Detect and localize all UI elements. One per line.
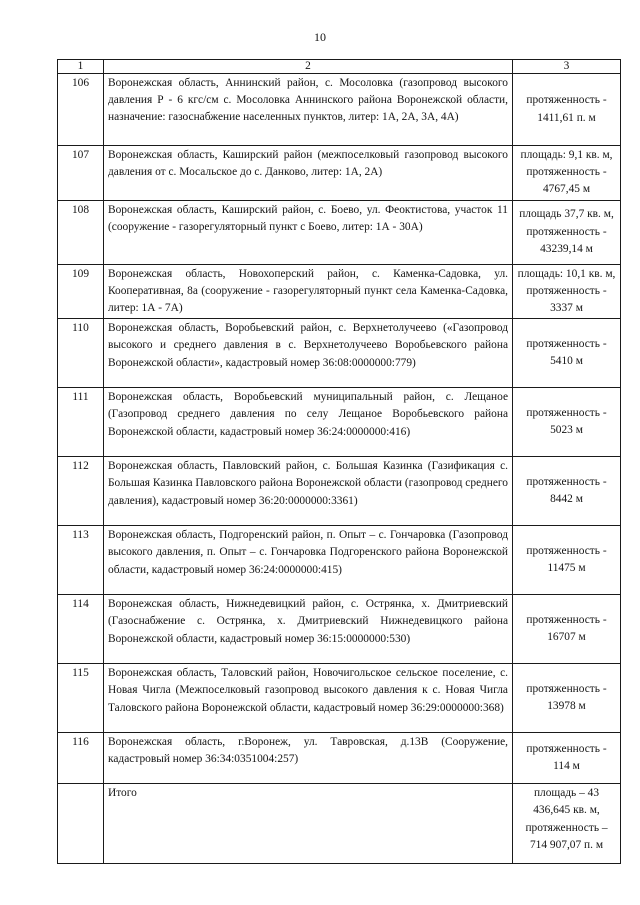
object-measure: протяженность - 1411,61 п. м — [513, 74, 621, 146]
object-description: Воронежская область, г.Воронеж, ул. Тавровская, д.13В (Сооружение, кадастровый номер 36:34:0351004:257) — [104, 733, 513, 784]
page-number: 10 — [314, 30, 326, 44]
table-row — [58, 457, 621, 526]
table-total-row — [58, 784, 621, 864]
object-measure: протяженность - 5410 м — [513, 319, 621, 388]
row-number: 110 — [58, 319, 104, 388]
total-value: площадь – 43 436,645 кв. м, протяженность – 714 907,07 п. м — [513, 784, 621, 864]
table-row — [58, 319, 621, 388]
table-row — [58, 595, 621, 664]
object-description: Воронежская область, Новохоперский район, с. Каменка-Садовка, ул. Кооперативная, 8а (сооружение - газорегуляторный пункт села Каменка-Садовка, литер: 1А - 7А) — [104, 264, 513, 319]
total-label: Итого — [104, 784, 513, 864]
table-row — [58, 733, 621, 784]
row-number: 109 — [58, 264, 104, 319]
object-description: Воронежская область, Нижнедевицкий район, с. Острянка, х. Дмитриевский (Газоснабжение с. Острянка, х. Дмитриевский Нижнедевицкого района Воронежской области, кадастровый номер 36:15:0000000:530) — [104, 595, 513, 664]
object-measure: площадь 37,7 кв. м, протяженность - 43239,14 м — [513, 200, 621, 264]
row-number: 108 — [58, 200, 104, 264]
row-number: 112 — [58, 457, 104, 526]
row-number: 107 — [58, 146, 104, 201]
object-measure: площадь: 9,1 кв. м, протяженность - 4767,45 м — [513, 146, 621, 201]
row-number: 114 — [58, 595, 104, 664]
object-measure: протяженность - 11475 м — [513, 526, 621, 595]
object-description: Воронежская область, Каширский район, с. Боево, ул. Феоктистова, участок 11 (сооружение - газорегуляторный пункт с Боево, литер: 1А - 30А) — [104, 200, 513, 264]
table-row — [58, 146, 621, 201]
row-number — [58, 784, 104, 864]
object-measure: протяженность - 16707 м — [513, 595, 621, 664]
object-measure: протяженность - 5023 м — [513, 388, 621, 457]
row-number: 113 — [58, 526, 104, 595]
object-description: Воронежская область, Воробьевский район, с. Верхнетолучеево («Газопровод высокого и среднего давления в с. Верхнетолучеево Воробьевского района Воронежской области», кадастровый номер 36:08:0000000:779) — [104, 319, 513, 388]
object-measure: протяженность - 13978 м — [513, 664, 621, 733]
object-description: Воронежская область, Павловский район, с. Большая Казинка (Газификация с. Большая Казинка Павловского района Воронежской области (газопровод среднего давления), кадастровый номер 36:20:0000000:3361) — [104, 457, 513, 526]
object-description: Воронежская область, Подгоренский район, п. Опыт – с. Гончаровка (Газопровод высокого давления, п. Опыт – с. Гончаровка Подгоренского района Воронежской области, кадастровый номер 36:24:0000000:415) — [104, 526, 513, 595]
object-description: Воронежская область, Аннинский район, с. Мосоловка (газопровод высокого давления Р - 6 кгс/см с. Мосоловка Аннинского района Воронежской области, назначение: газоснабжение населенных пунктов, литер: 1А, 2А, 3А, 4А) — [104, 74, 513, 146]
table-row — [58, 526, 621, 595]
column-header-3: 3 — [513, 60, 621, 74]
column-header-2: 2 — [104, 60, 513, 74]
registry-table — [57, 59, 621, 864]
table-row — [58, 264, 621, 319]
column-header-1: 1 — [58, 60, 104, 74]
table-row — [58, 664, 621, 733]
table-row — [58, 200, 621, 264]
row-number: 116 — [58, 733, 104, 784]
object-description: Воронежская область, Каширский район (межпоселковый газопровод высокого давления от с. Мосальское до с. Данково, литер: 1А, 2А) — [104, 146, 513, 201]
object-description: Воронежская область, Воробьевский муниципальный район, с. Лещаное (Газопровод среднего давления по селу Лещаное Воробьевского района Воронежской области, кадастровый номер 36:24:0000000:416) — [104, 388, 513, 457]
object-measure: площадь: 10,1 кв. м, протяженность - 3337 м — [513, 264, 621, 319]
row-number: 115 — [58, 664, 104, 733]
table-row — [58, 74, 621, 146]
row-number: 111 — [58, 388, 104, 457]
object-measure: протяженность - 114 м — [513, 733, 621, 784]
object-measure: протяженность - 8442 м — [513, 457, 621, 526]
object-description: Воронежская область, Таловский район, Новочигольское сельское поселение, с. Новая Чигла (Межпоселковый газопровод высокого давления к с. Новая Чигла Таловского района Воронежской области, кадастровый номер 36:29:0000000:368) — [104, 664, 513, 733]
table-header-row — [58, 60, 621, 74]
row-number: 106 — [58, 74, 104, 146]
table-row — [58, 388, 621, 457]
